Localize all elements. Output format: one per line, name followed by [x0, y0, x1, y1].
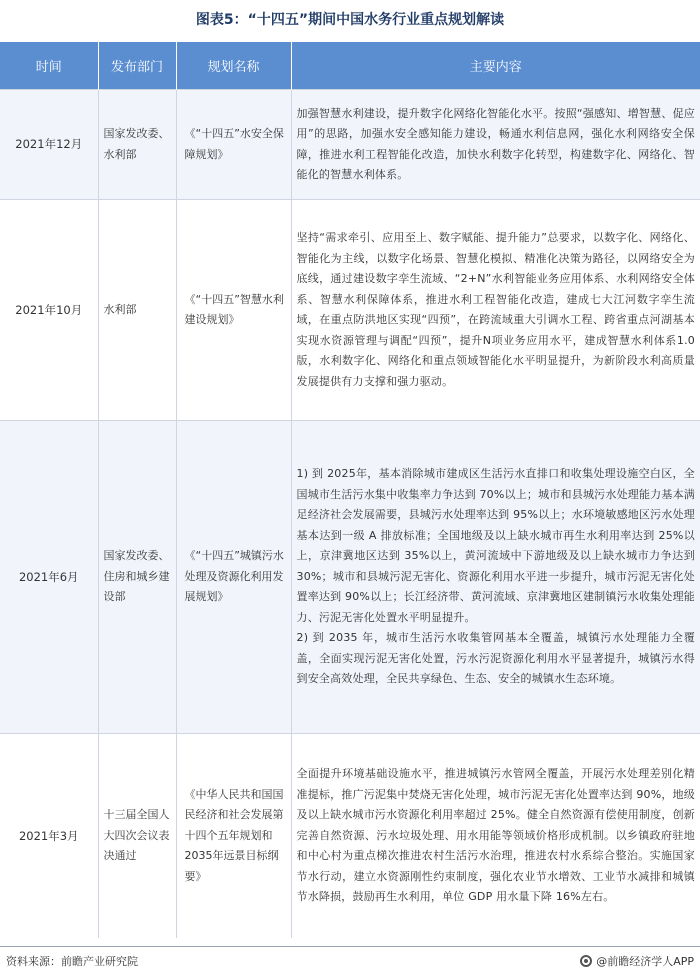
content-paragraph: 坚持“需求牵引、应用至上、数字赋能、提升能力”总要求，以数字化、网络化、智能化为主线，以数字化场景、智慧化模拟、精准化决策为路径，以网络安全为底线，通过建设数字孪生流域、“2+N”水利智能业务应用体系、水利网络安全体系、智慧水利保障体系，推进水利工程智能化改造，建成七大江河数字孪生流域，在重点防洪地区实现“四预”，在跨流域重大引调水工程、跨省重点河湖基本实现水资源管理与调配“四预”，提升N项业务应用水平，建成智慧水利体系1.0版，水利数字化、网络化和重点领域智能化水平明显提升，为新阶段水利高质量发展提供有力支撑和强力驱动。	[296, 231, 695, 388]
cell-content	[291, 734, 700, 938]
header-dept: 发布部门	[98, 42, 176, 90]
brand-label: @前瞻经济学人APP	[596, 955, 694, 968]
cell-dept: 水利部	[98, 200, 176, 421]
header-plan: 规划名称	[176, 42, 291, 90]
figure-title: 图表5：“十四五”期间中国水务行业重点规划解读	[195, 12, 505, 28]
qianzhan-logo-icon	[580, 955, 592, 967]
plan-table	[0, 42, 700, 938]
brand-attribution	[580, 953, 694, 969]
table-row	[0, 421, 700, 734]
source-note: 资料来源：前瞻产业研究院	[6, 955, 138, 968]
table-row	[0, 90, 700, 200]
cell-dept: 十三届全国人大四次会议表决通过	[98, 734, 176, 938]
cell-time: 2021年12月	[0, 90, 98, 200]
cell-time: 2021年10月	[0, 200, 98, 421]
table-row	[0, 734, 700, 938]
cell-content	[291, 200, 700, 421]
cell-time: 2021年6月	[0, 421, 98, 734]
cell-plan: 《“十四五”水安全保障规划》	[176, 90, 291, 200]
content-paragraph: 全面提升环境基础设施水平，推进城镇污水管网全覆盖，开展污水处理差别化精准提标，推广污泥集中焚烧无害化处理，城市污泥无害化处置率达到 90%，地级及以上缺水城市污水资源化利用率超过 25%。健全自然资源有偿使用制度，创新完善自然资源、污水垃圾处理、用水用能等领域价格形成机制。以乡镇政府驻地和中心村为重点梯次推进农村生活污水治理，推进农村水系综合整治。实施国家节水行动，建立水资源刚性约束制度，强化农业节水增效、工业节水减排和城镇节水降损，鼓励再生水利用，单位 GDP 用水量下降 16%左右。	[296, 767, 695, 903]
footer	[0, 946, 700, 975]
table-row	[0, 200, 700, 421]
content-paragraph: 加强智慧水利建设，提升数字化网络化智能化水平。按照“强感知、增智慧、促应用”的思路，加强水安全感知能力建设，畅通水利信息网，强化水利网络安全保障，推进水利工程智能化改造，加快水利数字化转型，构建数字化、网络化、智能化的智慧水利体系。	[296, 106, 695, 181]
content-paragraph: 1) 到 2025年，基本消除城市建成区生活污水直排口和收集处理设施空白区，全国城市生活污水集中收集率力争达到 70%以上；城市和县城污水处理能力基本满足经济社会发展需要，县城污水处理率达到 95%以上；水环境敏感地区污水处理基本达到一级 A 排放标准；全国地级及以上缺水城市再生水利用率达到 25%以上，京津冀地区达到 35%以上，黄河流域中下游地级及以上缺水城市力争达到 30%；城市和县城污泥无害化、资源化利用水平进一步提升，城市污泥无害化处置率达到 90%以上；长江经济带、黄河流域、京津冀地区建制镇污水收集处理能力、污泥无害化处置水平明显提升。	[296, 467, 695, 624]
cell-plan: 《中华人民共和国国民经济和社会发展第十四个五年规划和2035年远景目标纲要》	[176, 734, 291, 938]
table-header-row	[0, 42, 700, 90]
content-paragraph: 2) 到 2035 年，城市生活污水收集管网基本全覆盖，城镇污水处理能力全覆盖，全面实现污泥无害化处置，污水污泥资源化利用水平显著提升，城镇污水得到安全高效处理，全民共享绿色、生态、安全的城镇水生态环境。	[296, 631, 695, 686]
cell-dept: 国家发改委、水利部	[98, 90, 176, 200]
cell-content	[291, 421, 700, 734]
cell-plan: 《“十四五”智慧水利建设规划》	[176, 200, 291, 421]
cell-content	[291, 90, 700, 200]
cell-dept: 国家发改委、住房和城乡建设部	[98, 421, 176, 734]
header-content: 主要内容	[291, 42, 700, 90]
cell-time: 2021年3月	[0, 734, 98, 938]
header-time: 时间	[0, 42, 98, 90]
cell-plan: 《“十四五”城镇污水处理及资源化利用发展规划》	[176, 421, 291, 734]
